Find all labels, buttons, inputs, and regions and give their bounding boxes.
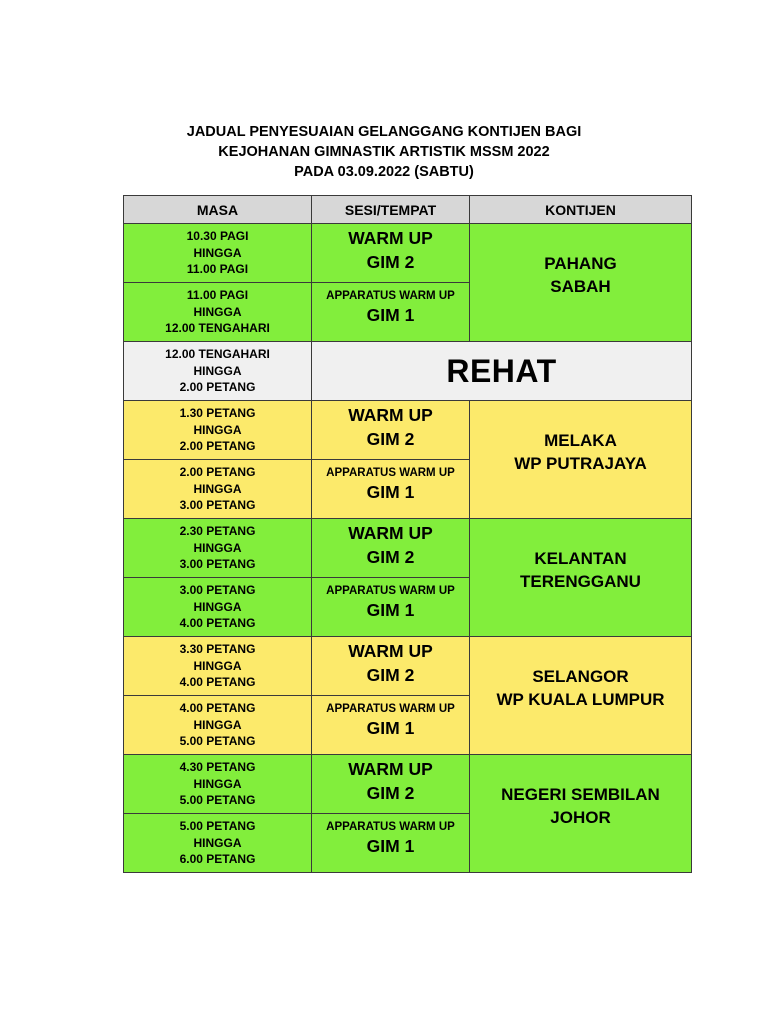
time-start: 4.30 PETANG — [179, 760, 256, 775]
kontijen-name: JOHOR — [550, 808, 611, 827]
time-start: 12.00 TENGAHARI — [165, 347, 270, 362]
time-hingga: HINGGA — [193, 245, 242, 260]
sesi-cell — [312, 401, 470, 460]
time-end: 11.00 PAGI — [186, 262, 249, 277]
masa-cell — [124, 814, 312, 873]
time-start: 2.30 PETANG — [179, 524, 256, 539]
table-row — [124, 519, 692, 578]
document-title — [0, 122, 768, 182]
header-kontijen: KONTIJEN — [470, 196, 692, 224]
kontijen-name: KELANTAN — [534, 549, 627, 568]
time-start: 3.00 PETANG — [179, 583, 256, 598]
kontijen-cell — [470, 519, 692, 637]
time-end: 4.00 PETANG — [179, 675, 256, 690]
time-hingga: HINGGA — [193, 717, 242, 732]
kontijen-name: SELANGOR — [532, 667, 629, 686]
sesi-cell — [312, 696, 470, 755]
time-start: 3.30 PETANG — [179, 642, 256, 657]
venue-gim-2: GIM 2 — [366, 783, 415, 803]
sesi-cell — [312, 637, 470, 696]
masa-cell — [124, 460, 312, 519]
sesi-cell — [312, 578, 470, 637]
session-warm-up: WARM UP — [348, 405, 433, 425]
table-row — [124, 637, 692, 696]
venue-gim-2: GIM 2 — [366, 252, 415, 272]
time-end: 2.00 PETANG — [179, 380, 256, 395]
table-row — [124, 224, 692, 283]
session-warm-up: WARM UP — [348, 228, 433, 248]
time-end: 5.00 PETANG — [179, 734, 256, 749]
title-line-2: KEJOHANAN GIMNASTIK ARTISTIK MSSM 2022 — [218, 144, 550, 160]
sesi-cell — [312, 519, 470, 578]
table-row — [124, 755, 692, 814]
time-end: 3.00 PETANG — [179, 498, 256, 513]
time-hingga: HINGGA — [193, 835, 242, 850]
sesi-cell — [312, 283, 470, 342]
masa-cell — [124, 401, 312, 460]
sesi-cell — [312, 460, 470, 519]
session-apparatus-warm-up: APPARATUS WARM UP — [326, 467, 455, 479]
kontijen-name: SABAH — [550, 277, 611, 296]
time-start: 11.00 PAGI — [186, 288, 249, 303]
masa-cell — [124, 342, 312, 401]
session-warm-up: WARM UP — [348, 641, 433, 661]
masa-cell — [124, 637, 312, 696]
sesi-cell — [312, 814, 470, 873]
kontijen-name: NEGERI SEMBILAN — [501, 785, 660, 804]
time-hingga: HINGGA — [193, 658, 242, 673]
time-start: 5.00 PETANG — [179, 819, 256, 834]
masa-cell — [124, 519, 312, 578]
kontijen-name: MELAKA — [544, 431, 617, 450]
time-hingga: HINGGA — [193, 304, 242, 319]
time-end: 2.00 PETANG — [179, 439, 256, 454]
kontijen-name: WP KUALA LUMPUR — [496, 690, 665, 709]
session-apparatus-warm-up: APPARATUS WARM UP — [326, 290, 455, 302]
venue-gim-2: GIM 2 — [366, 665, 415, 685]
venue-gim-2: GIM 2 — [366, 547, 415, 567]
kontijen-cell — [470, 637, 692, 755]
time-hingga: HINGGA — [193, 481, 242, 496]
time-start: 2.00 PETANG — [179, 465, 256, 480]
masa-cell — [124, 224, 312, 283]
venue-gim-1: GIM 1 — [366, 305, 415, 325]
title-line-1: JADUAL PENYESUAIAN GELANGGANG KONTIJEN BAGI — [186, 124, 582, 140]
time-hingga: HINGGA — [193, 599, 242, 614]
time-end: 5.00 PETANG — [179, 793, 256, 808]
kontijen-name: TERENGGANU — [520, 572, 641, 591]
venue-gim-1: GIM 1 — [366, 600, 415, 620]
time-start: 4.00 PETANG — [179, 701, 256, 716]
time-hingga: HINGGA — [193, 540, 242, 555]
kontijen-cell — [470, 401, 692, 519]
time-start: 10.30 PAGI — [186, 229, 249, 244]
session-apparatus-warm-up: APPARATUS WARM UP — [326, 821, 455, 833]
kontijen-cell — [470, 224, 692, 342]
sesi-cell — [312, 224, 470, 283]
masa-cell — [124, 578, 312, 637]
time-hingga: HINGGA — [193, 363, 242, 378]
header-row — [124, 196, 692, 224]
table-row — [124, 401, 692, 460]
time-end: 6.00 PETANG — [179, 852, 256, 867]
header-sesi: SESI/TEMPAT — [312, 196, 470, 224]
session-apparatus-warm-up: APPARATUS WARM UP — [326, 585, 455, 597]
kontijen-name: WP PUTRAJAYA — [514, 454, 647, 473]
kontijen-name: PAHANG — [544, 254, 617, 273]
title-line-3: PADA 03.09.2022 (SABTU) — [294, 164, 474, 180]
rehat-cell: REHAT — [312, 342, 692, 401]
masa-cell — [124, 696, 312, 755]
venue-gim-1: GIM 1 — [366, 836, 415, 856]
venue-gim-1: GIM 1 — [366, 718, 415, 738]
session-apparatus-warm-up: APPARATUS WARM UP — [326, 703, 455, 715]
kontijen-cell — [470, 755, 692, 873]
time-start: 1.30 PETANG — [179, 406, 256, 421]
session-warm-up: WARM UP — [348, 759, 433, 779]
masa-cell — [124, 283, 312, 342]
schedule-table — [123, 195, 692, 873]
time-hingga: HINGGA — [193, 776, 242, 791]
time-hingga: HINGGA — [193, 422, 242, 437]
time-end: 12.00 TENGAHARI — [165, 321, 270, 336]
sesi-cell — [312, 755, 470, 814]
session-warm-up: WARM UP — [348, 523, 433, 543]
break-row — [124, 342, 692, 401]
time-end: 3.00 PETANG — [179, 557, 256, 572]
time-end: 4.00 PETANG — [179, 616, 256, 631]
venue-gim-1: GIM 1 — [366, 482, 415, 502]
venue-gim-2: GIM 2 — [366, 429, 415, 449]
header-masa: MASA — [124, 196, 312, 224]
masa-cell — [124, 755, 312, 814]
